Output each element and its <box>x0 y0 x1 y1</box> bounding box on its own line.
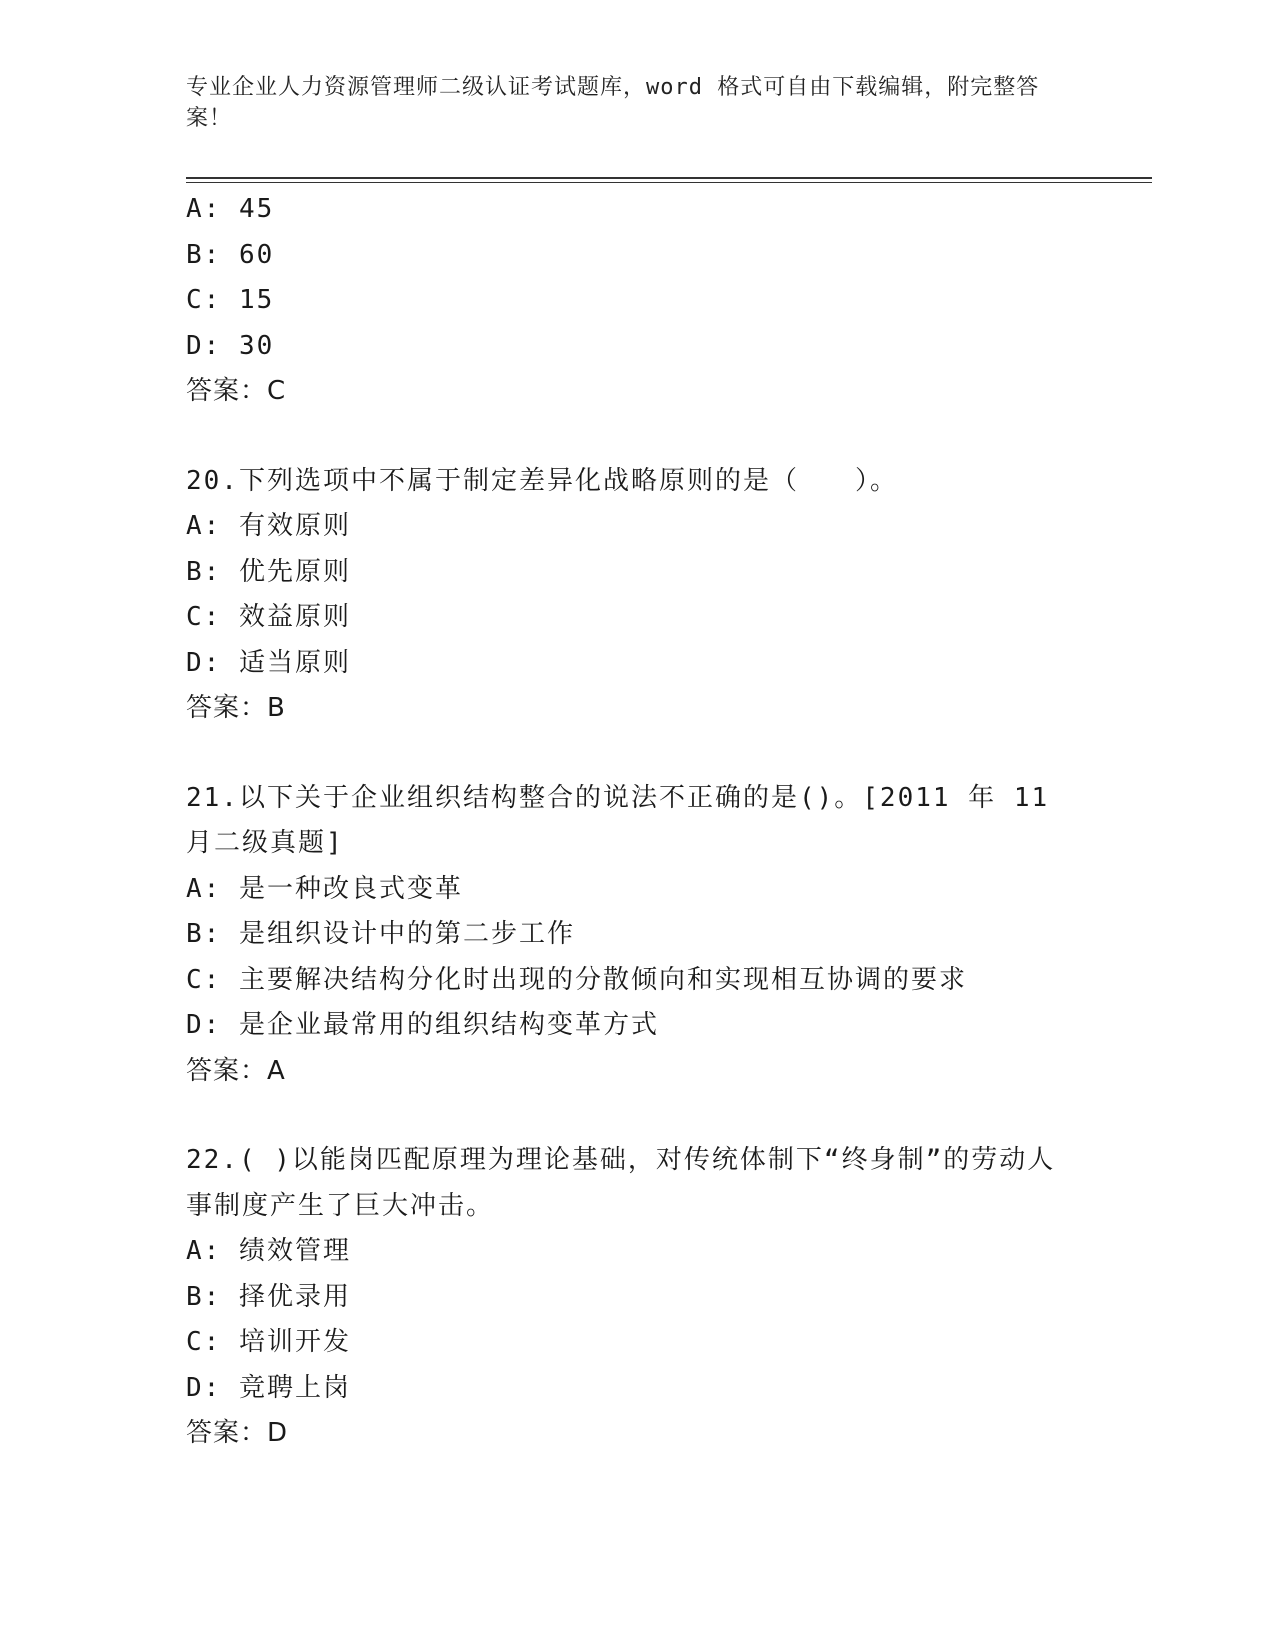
option-key: C: <box>186 964 222 995</box>
spacer <box>186 1094 1086 1138</box>
option-key: B: <box>186 239 222 270</box>
option-text: 是一种改良式变革 <box>238 873 463 904</box>
answer-line: 答案：D <box>186 1418 289 1448</box>
option-text: 30 <box>238 330 275 361</box>
option-text: 培训开发 <box>238 1327 351 1357</box>
answer-line: 答案：B <box>186 693 286 723</box>
spacer <box>186 415 1086 459</box>
option-line <box>186 867 1086 913</box>
option-key: B: <box>186 556 222 587</box>
option-line <box>186 324 1086 370</box>
question-stem: 21.以下关于企业组织结构整合的说法不正确的是()。[2011 年 11 月二级真题] <box>186 782 1050 858</box>
option-line <box>186 1366 1086 1412</box>
option-key: D: <box>186 1010 222 1040</box>
question-block-22 <box>186 1138 1086 1457</box>
option-line <box>186 187 1086 233</box>
question-content <box>186 187 1086 1457</box>
option-text: 效益原则 <box>238 602 351 632</box>
option-line <box>186 278 1086 324</box>
option-text: 主要解决结构分化时出现的分散倾向和实现相互协调的要求 <box>238 964 967 995</box>
option-text: 竞聘上岗 <box>238 1372 351 1403</box>
option-line <box>186 912 1086 958</box>
header-divider-thick <box>186 177 1152 179</box>
option-key: A: <box>186 1236 222 1266</box>
option-line <box>186 958 1086 1004</box>
option-text: 有效原则 <box>238 511 351 541</box>
answer-line: 答案：C <box>186 376 287 406</box>
option-line <box>186 1229 1086 1275</box>
spacer <box>186 732 1086 776</box>
option-line <box>186 550 1086 596</box>
option-key: A: <box>186 511 222 541</box>
option-line <box>186 595 1086 641</box>
option-key: A: <box>186 873 222 904</box>
option-line <box>186 1320 1086 1366</box>
option-key: D: <box>186 1372 222 1403</box>
question-block-21 <box>186 776 1086 1095</box>
header-divider-thin <box>186 182 1152 183</box>
option-text: 45 <box>238 194 275 224</box>
option-line <box>186 1275 1086 1321</box>
option-text: 是组织设计中的第二步工作 <box>238 919 575 949</box>
option-line <box>186 1003 1086 1049</box>
question-stem: 20.下列选项中不属于制定差异化战略原则的是（ ）。 <box>186 465 898 496</box>
option-key: C: <box>186 285 222 315</box>
option-text: 优先原则 <box>238 556 351 587</box>
option-line <box>186 233 1086 279</box>
option-text: 择优录用 <box>238 1281 351 1312</box>
option-key: B: <box>186 1281 222 1312</box>
intro-block <box>186 187 1086 415</box>
answer-line: 答案：A <box>186 1055 286 1086</box>
option-key: C: <box>186 602 222 632</box>
option-line <box>186 641 1086 687</box>
option-key: D: <box>186 330 222 361</box>
option-key: C: <box>186 1327 222 1357</box>
option-key: B: <box>186 919 222 949</box>
option-text: 绩效管理 <box>238 1236 351 1266</box>
option-text: 是企业最常用的组织结构变革方式 <box>238 1010 659 1040</box>
page-header: 专业企业人力资源管理师二级认证考试题库，word 格式可自由下载编辑，附完整答案！ <box>186 75 1040 131</box>
option-text: 60 <box>238 239 275 270</box>
option-key: D: <box>186 647 222 678</box>
option-key: A: <box>186 194 222 224</box>
question-block-20 <box>186 459 1086 732</box>
option-text: 适当原则 <box>238 647 351 678</box>
option-line <box>186 504 1086 550</box>
option-text: 15 <box>238 285 275 315</box>
question-stem: 22.( )以能岗匹配原理为理论基础，对传统体制下“终身制”的劳动人事制度产生了巨大冲击。 <box>186 1145 1056 1221</box>
